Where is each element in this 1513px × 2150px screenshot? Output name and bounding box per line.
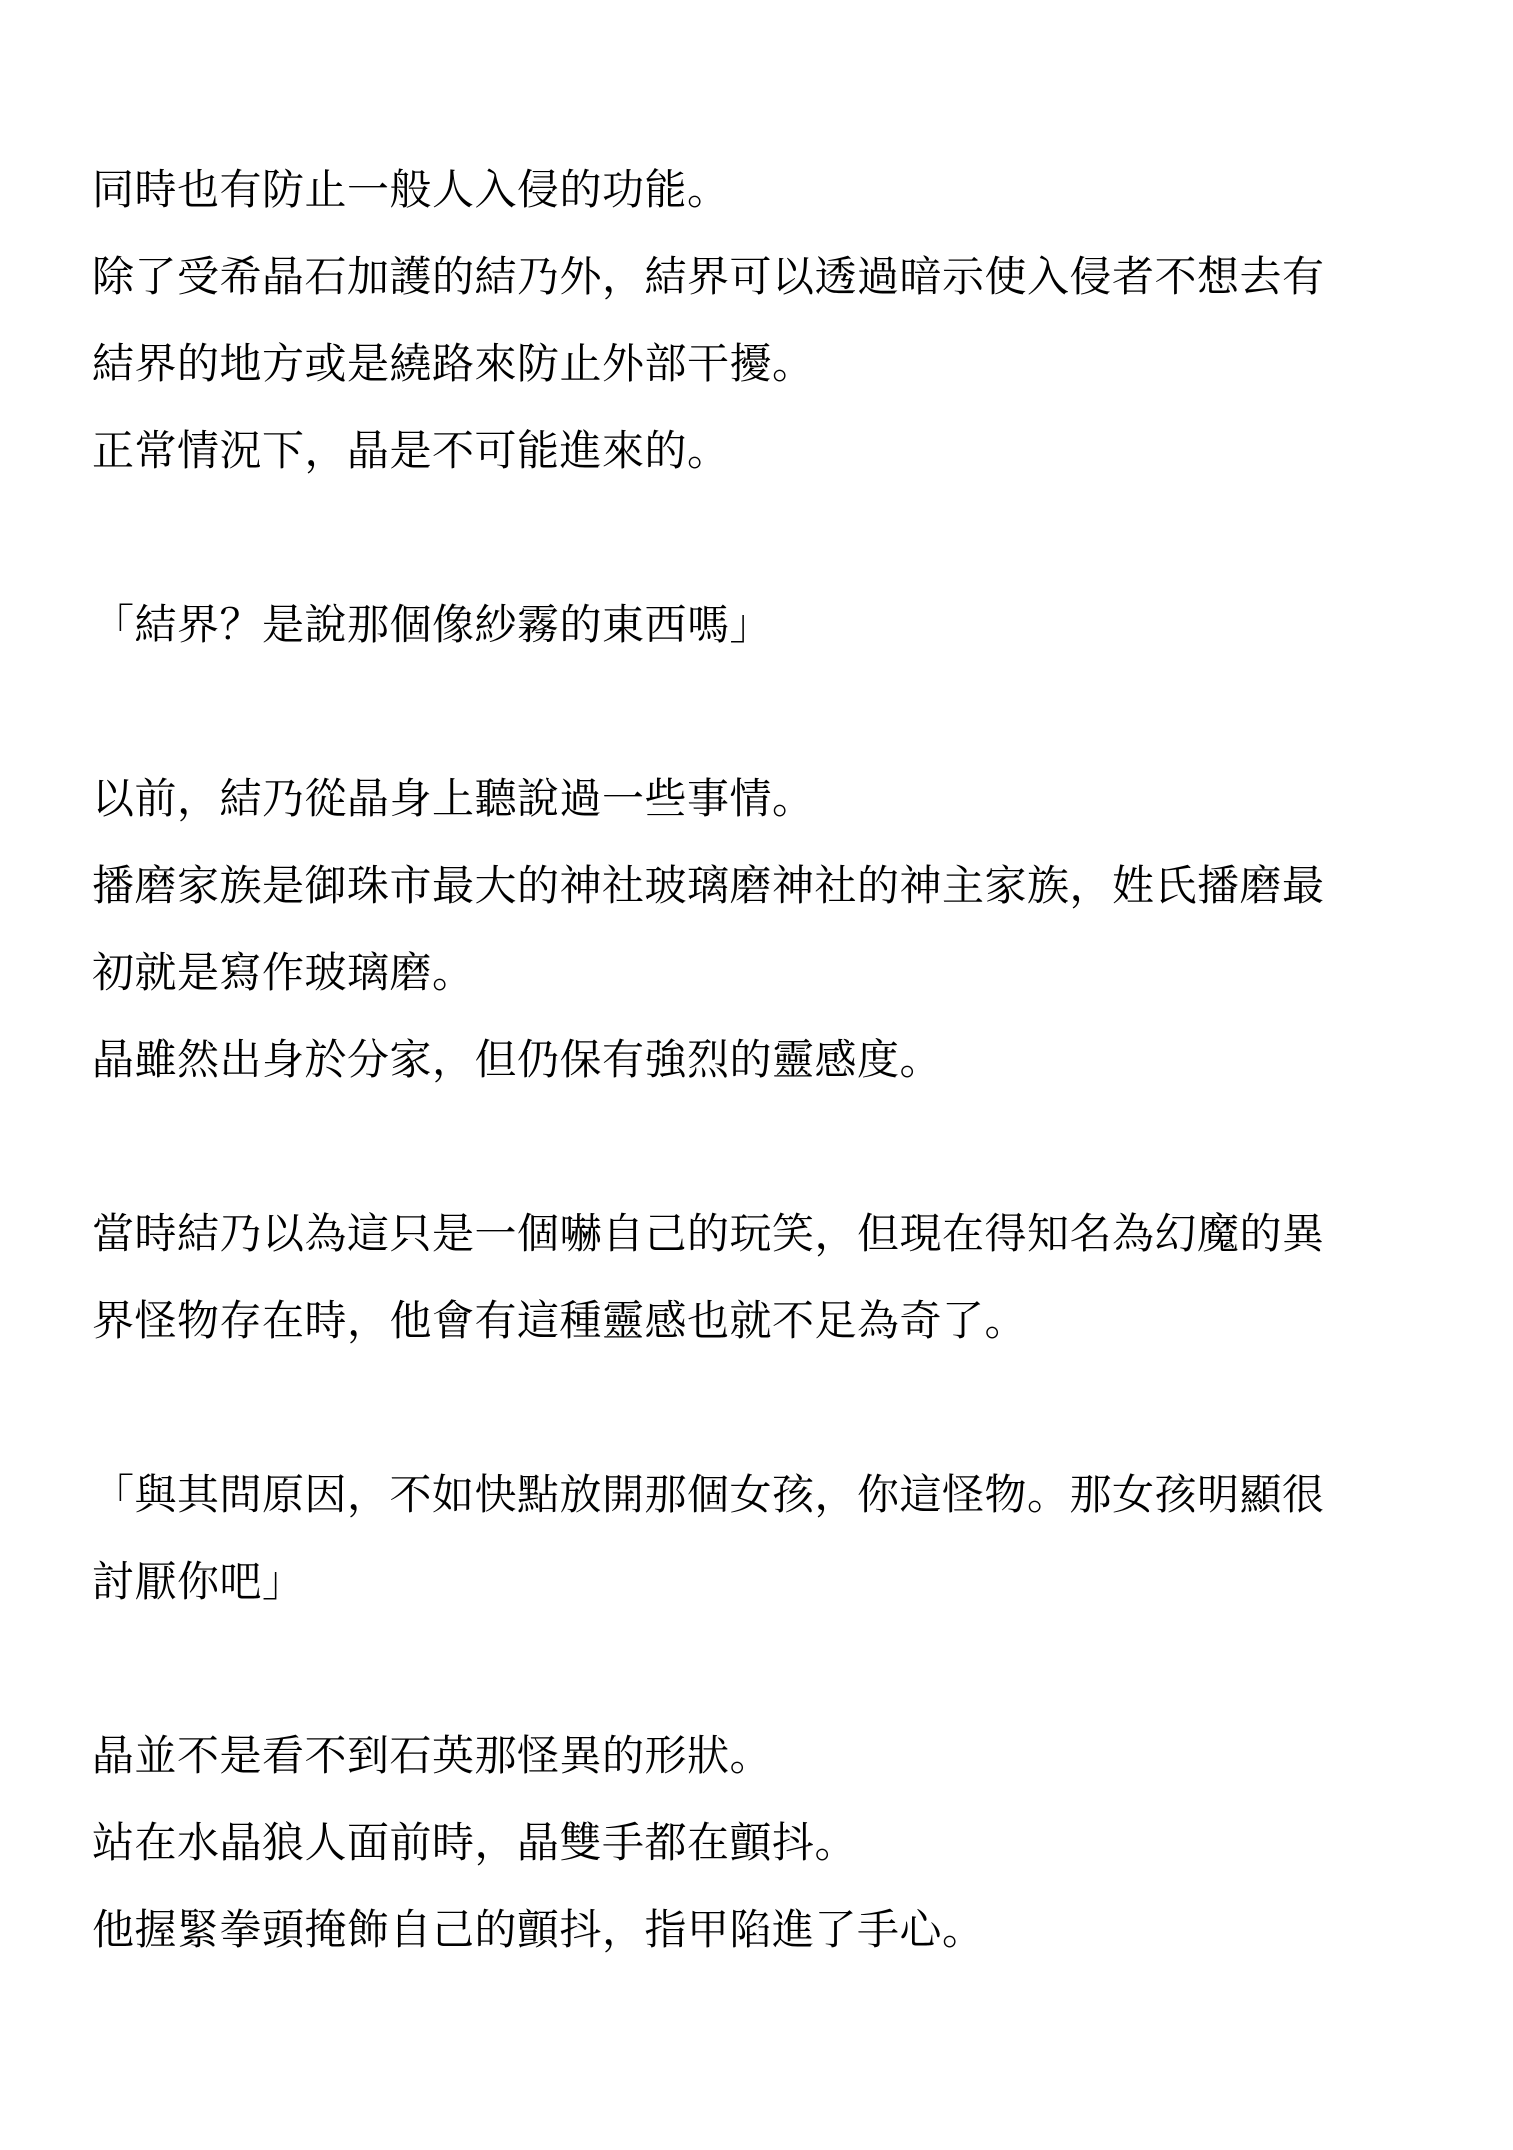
text-line: 播磨家族是御珠市最大的神社玻璃磨神社的神主家族，姓氏播磨最 <box>92 861 1325 910</box>
dialogue-line: 討厭你吧」 <box>92 1557 305 1606</box>
text-line: 當時結乃以為這只是一個嚇自己的玩笑，但現在得知名為幻魔的異 <box>92 1209 1325 1258</box>
text-line: 正常情況下，晶是不可能進來的。 <box>92 426 730 475</box>
blank-line <box>92 1625 1432 1712</box>
dialogue-line: 「與其問原因，不如快點放開那個女孩，你這怪物。那女孩明顯很 <box>92 1470 1325 1519</box>
text-line: 除了受希晶石加護的結乃外，結界可以透過暗示使入侵者不想去有 <box>92 252 1325 301</box>
text-line: 結界的地方或是繞路來防止外部干擾。 <box>92 339 815 388</box>
text-line: 他握緊拳頭掩飾自己的顫抖，指甲陷進了手心。 <box>92 1905 985 1954</box>
text-line: 初就是寫作玻璃磨。 <box>92 948 475 997</box>
dialogue-line: 「結界？是說那個像紗霧的東西嗎」 <box>92 600 773 649</box>
document-page <box>92 146 1432 1973</box>
text-line: 同時也有防止一般人入侵的功能。 <box>92 165 730 214</box>
blank-line <box>92 668 1432 755</box>
text-line: 晶雖然出身於分家，但仍保有強烈的靈感度。 <box>92 1035 943 1084</box>
text-line: 站在水晶狼人面前時，晶雙手都在顫抖。 <box>92 1818 858 1867</box>
blank-line <box>92 1103 1432 1190</box>
text-line: 以前，結乃從晶身上聽說過一些事情。 <box>92 774 815 823</box>
blank-line <box>92 494 1432 581</box>
text-line: 晶並不是看不到石英那怪異的形狀。 <box>92 1731 773 1780</box>
text-line: 界怪物存在時，他會有這種靈感也就不足為奇了。 <box>92 1296 1028 1345</box>
blank-line <box>92 1364 1432 1451</box>
